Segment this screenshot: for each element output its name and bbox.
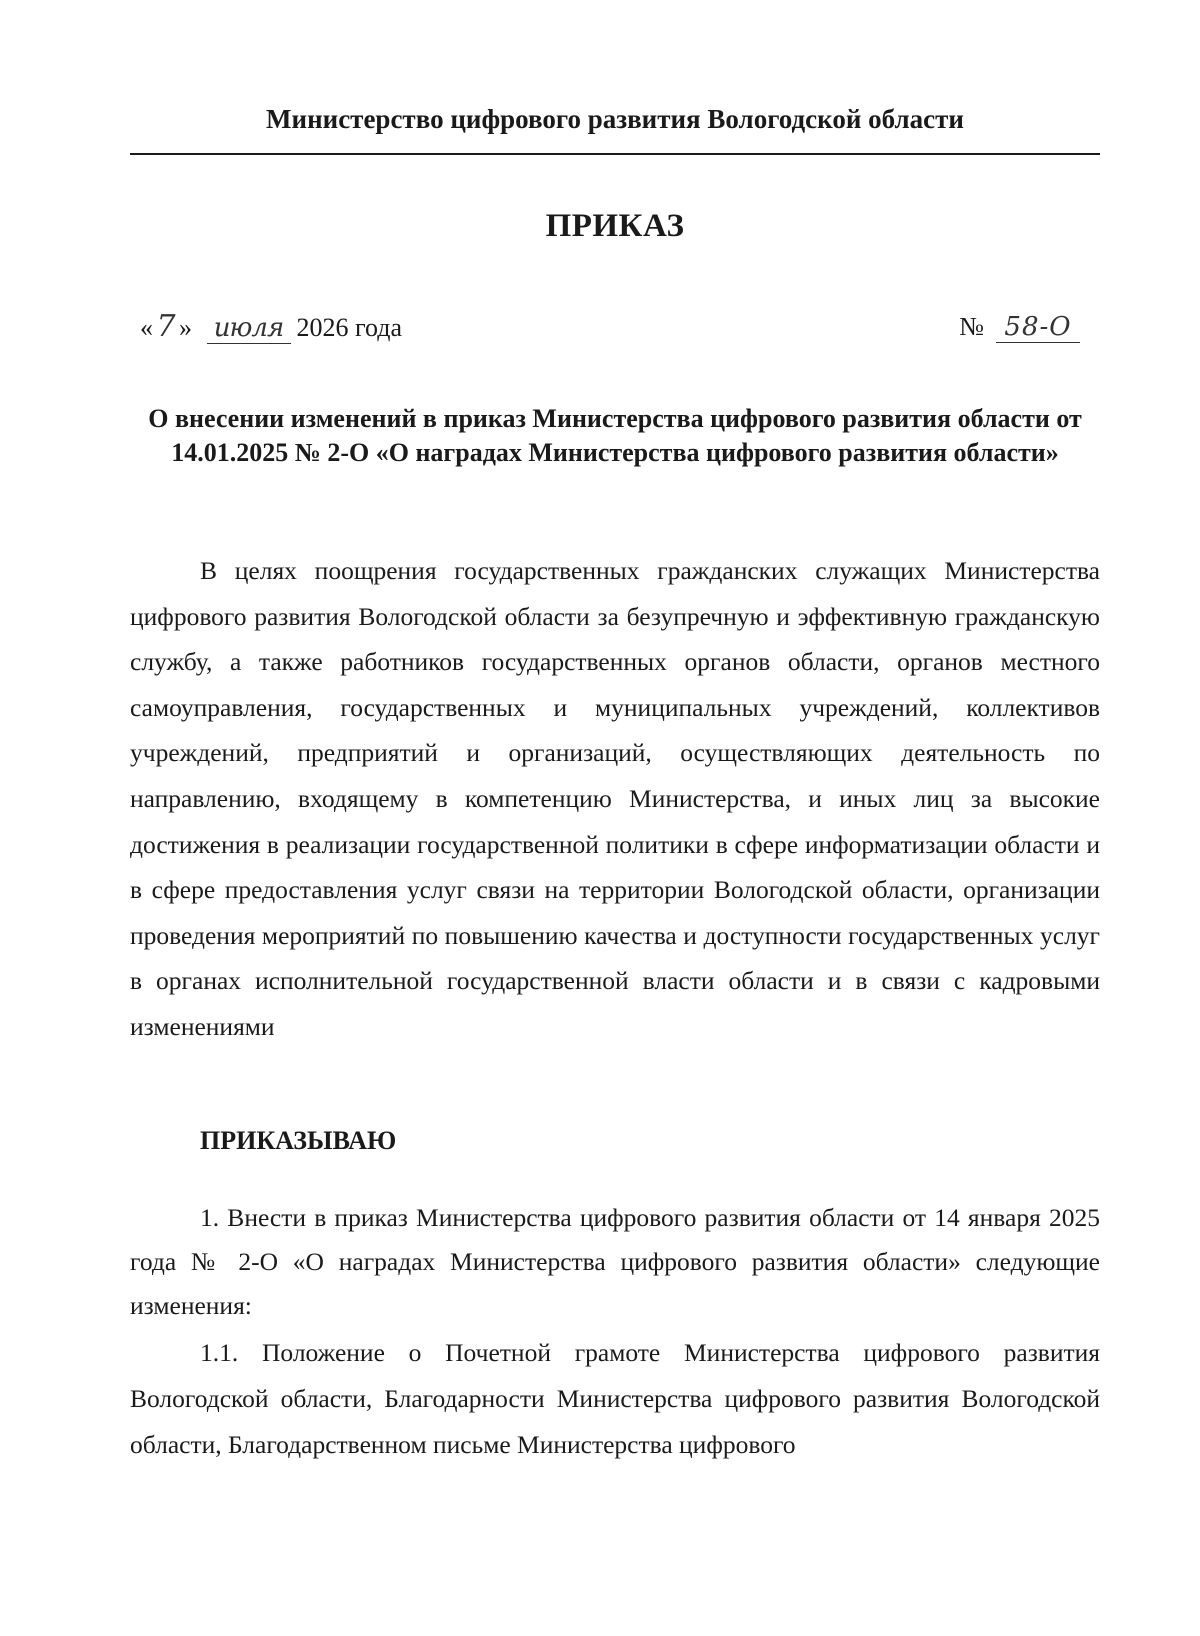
item-1-paragraph: 1. Внести в приказ Министерства цифрового развития области от 14 января 2025 года № 2-О «О наградах Министерства цифрового развития области» следующие изменения: (130, 1203, 1100, 1320)
date-year: 2026 года (296, 313, 403, 342)
order-number (959, 312, 1080, 343)
handwritten-month: июля (207, 313, 291, 344)
order-title: ПРИКАЗ (545, 208, 685, 244)
command-heading: ПРИКАЗЫВАЮ (200, 1126, 397, 1155)
preamble-paragraph: В целях поощрения государственных гражданских служащих Министерства цифрового развития Вологодской области за безупречную и эффективную гражданскую службу, а также работников государственных органов области, органов местного самоуправления, государственных и муниципальных учреждений, коллективов учреждений, предприятий и организаций, осуществляющих деятельность по направлению, входящему в компетенцию Министерства, и иных лиц за высокие достижения в реализации государственной политики в сфере информатизации области и в сфере предоставления услуг связи на территории Вологодской области, организации проведения мероприятий по повышению качества и доступности государственных услуг в органах исполнительной государственной власти области и в связи с кадровыми изменениями (130, 556, 1100, 1041)
number-label: № (959, 312, 984, 341)
handwritten-day: 7 (156, 309, 176, 344)
handwritten-number: 58-О (996, 312, 1080, 343)
order-subject: О внесении изменений в приказ Министерства цифрового развития области от 14.01.2025 № 2-О «О наградах Министерства цифрового развития области» (148, 404, 1082, 467)
header-rule (130, 153, 1100, 155)
ministry-header: Министерство цифрового развития Вологодской области (266, 104, 964, 134)
date-close-quote: » (179, 313, 192, 342)
order-date (140, 309, 403, 344)
date-open-quote: « (140, 313, 153, 342)
item-1-1-paragraph: 1.1. Положение о Почетной грамоте Министерства цифрового развития Вологодской области, Благодарности Министерства цифрового развития Вологодской области, Благодарственном письме Министерства цифрового (130, 1338, 1100, 1459)
